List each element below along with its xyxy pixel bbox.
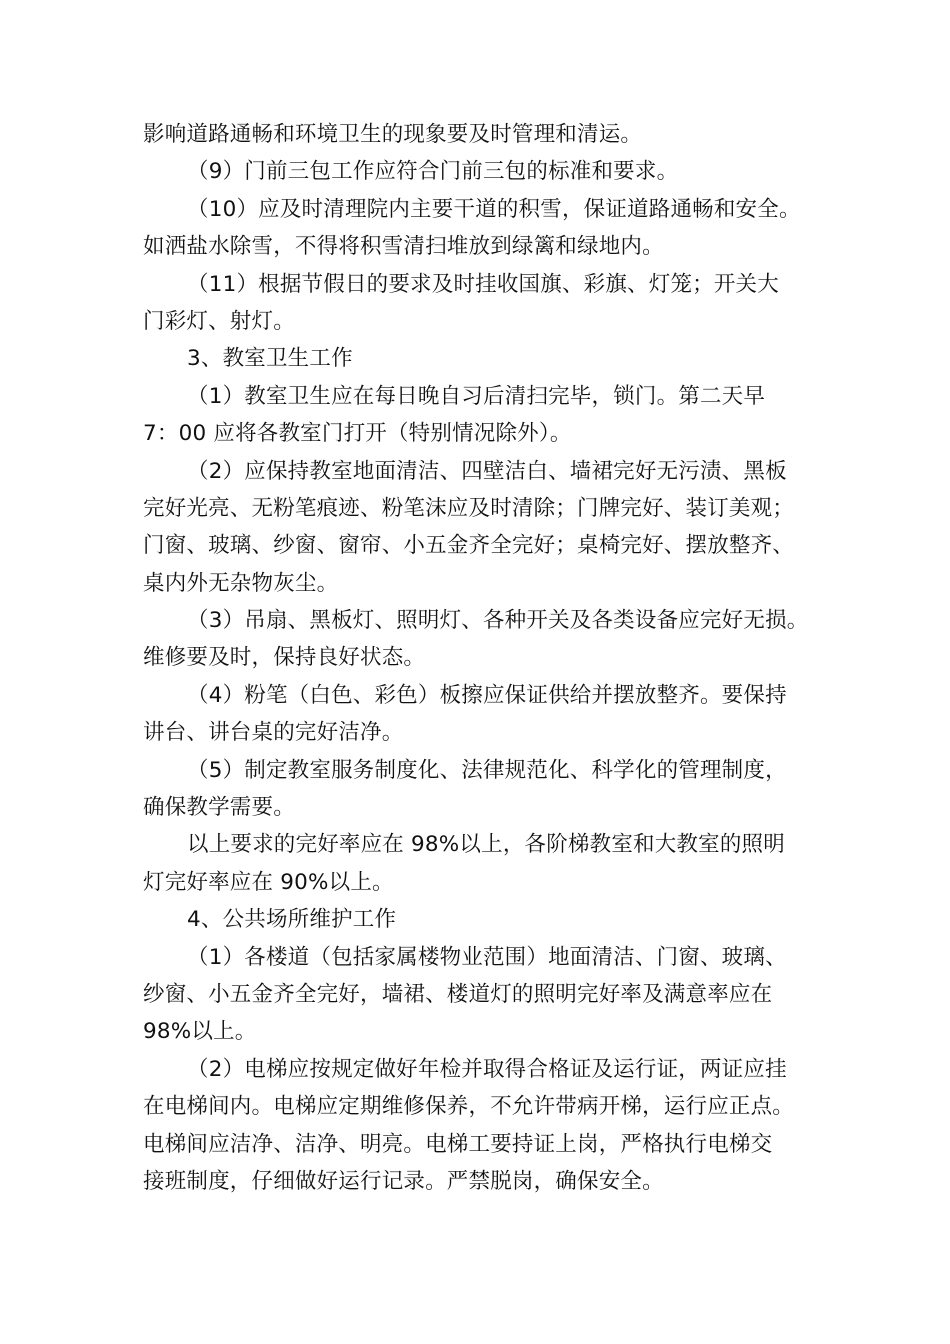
- line-17: 讲台、讲台桌的完好洁净。: [143, 720, 404, 746]
- section-heading-3: 3、教室卫生工作: [187, 346, 353, 372]
- line-18: （5）制定教室服务制度化、法律规范化、科学化的管理制度，: [187, 757, 787, 783]
- line-23: （1）各楼道（包括家属楼物业范围）地面清洁、门窗、玻璃、: [187, 944, 787, 970]
- document-body: [143, 116, 828, 1200]
- line-20: 以上要求的完好率应在 98%以上，各阶梯教室和大教室的照明: [187, 832, 785, 858]
- line-2: （9）门前三包工作应符合门前三包的标准和要求。: [187, 159, 679, 185]
- line-27: 在电梯间内。电梯应定期维修保养，不允许带病开梯，运行应正点。: [143, 1094, 795, 1120]
- line-28: 电梯间应洁净、洁净、明亮。电梯工要持证上岗，严格执行电梯交: [143, 1131, 773, 1157]
- line-12: 门窗、玻璃、纱窗、窗帘、小五金齐全完好；桌椅完好、摆放整齐、: [143, 533, 795, 559]
- line-3: （10）应及时清理院内主要干道的积雪，保证道路通畅和安全。: [187, 196, 801, 222]
- line-6: 门彩灯、射灯。: [143, 308, 295, 334]
- line-25: 98%以上。: [143, 1019, 257, 1045]
- line-29: 接班制度，仔细做好运行记录。严禁脱岗，确保安全。: [143, 1168, 664, 1194]
- line-8: （1）教室卫生应在每日晚自习后清扫完毕，锁门。第二天早: [187, 383, 766, 409]
- line-13: 桌内外无杂物灰尘。: [143, 570, 339, 596]
- line-24: 纱窗、小五金齐全完好，墙裙、楼道灯的照明完好率及满意率应在: [143, 981, 773, 1007]
- line-5: （11）根据节假日的要求及时挂收国旗、彩旗、灯笼；开关大: [187, 271, 779, 297]
- line-1: 影响道路通畅和环境卫生的现象要及时管理和清运。: [143, 122, 643, 147]
- line-4: 如洒盐水除雪，不得将积雪清扫堆放到绿篱和绿地内。: [143, 234, 664, 260]
- line-16: （4）粉笔（白色、彩色）板擦应保证供给并摆放整齐。要保持: [187, 682, 787, 708]
- line-11: 完好光亮、无粉笔痕迹、粉笔沫应及时清除；门牌完好、装订美观；: [143, 495, 795, 521]
- line-10: （2）应保持教室地面清洁、四壁洁白、墙裙完好无污渍、黑板: [187, 458, 787, 484]
- line-26: （2）电梯应按规定做好年检并取得合格证及运行证，两证应挂: [187, 1056, 787, 1082]
- line-19: 确保教学需要。: [143, 795, 295, 821]
- line-21: 灯完好率应在 90%以上。: [143, 869, 394, 895]
- line-14: （3）吊扇、黑板灯、照明灯、各种开关及各类设备应完好无损。: [187, 608, 809, 634]
- section-heading-4: 4、公共场所维护工作: [187, 907, 397, 933]
- line-15: 维修要及时，保持良好状态。: [143, 645, 426, 671]
- line-9: 7：00 应将各教室门打开（特别情况除外）。: [143, 421, 572, 447]
